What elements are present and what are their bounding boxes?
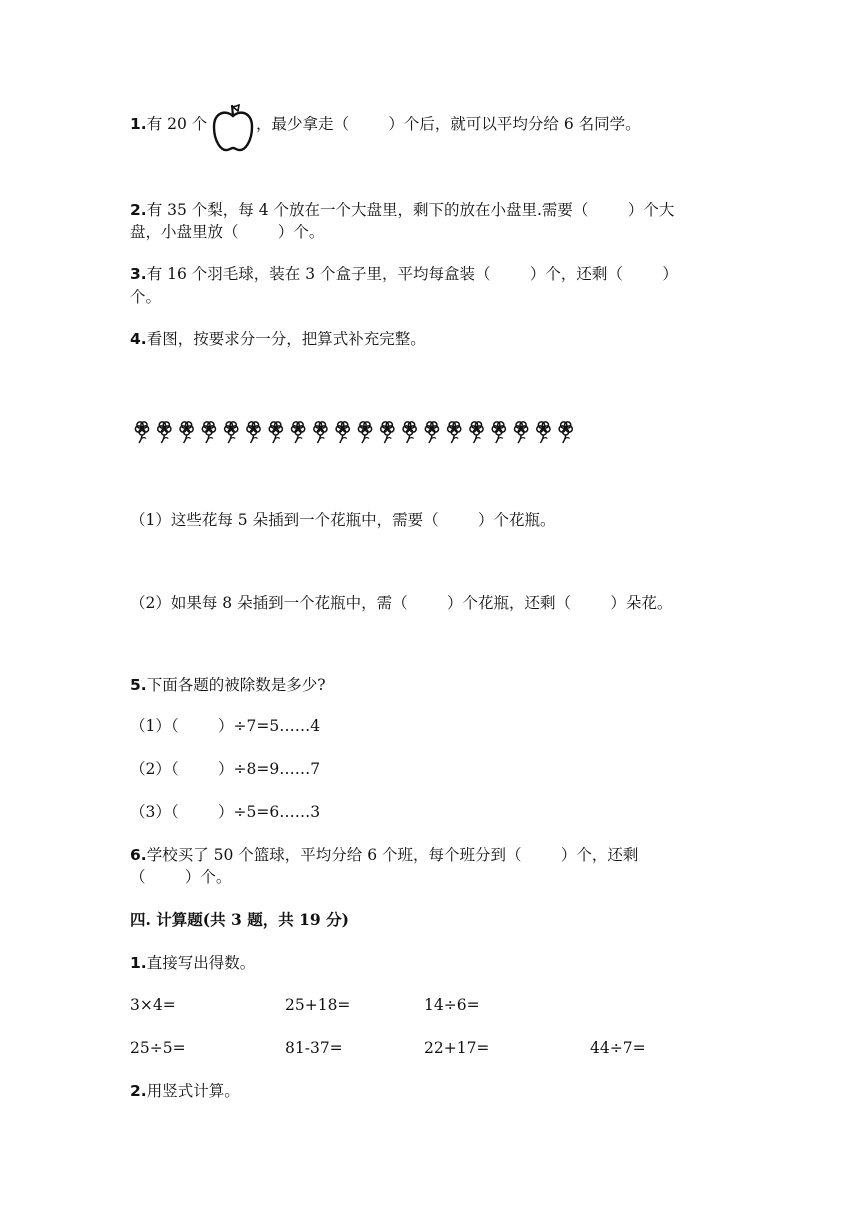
clover-flower-icon xyxy=(470,422,483,443)
calc-expression: 22+17= xyxy=(424,1039,490,1057)
sub-question-2: （2）如果每 8 朵插到一个花瓶中，需（ ）个花瓶，还剩（ ）朵花。 xyxy=(130,594,673,612)
question-text: 看图，按要求分一分，把算式补充完整。 xyxy=(146,330,426,348)
calc-expression: 3×4= xyxy=(130,996,176,1014)
question-text-line2: （ ）个。 xyxy=(130,868,232,886)
clover-flower-icon xyxy=(225,422,238,443)
flower-row xyxy=(130,419,580,445)
question-text: 用竖式计算。 xyxy=(146,1082,240,1100)
clover-flower-icon xyxy=(425,422,438,443)
clover-flower-icon xyxy=(515,422,528,443)
question-text: 学校买了 50 个篮球，平均分给 6 个班，每个班分到（ ）个，还剩 xyxy=(146,846,639,864)
clover-flower-icon xyxy=(381,422,394,443)
question-number: 2. xyxy=(130,1082,147,1100)
division-item-2: （2）（ ）÷8=9……7 xyxy=(130,760,321,778)
apple-icon xyxy=(211,103,255,153)
clover-flower-icon xyxy=(202,422,215,443)
clover-flower-icon xyxy=(448,422,461,443)
calc-expression: 44÷7= xyxy=(590,1039,646,1057)
calc-expression: 81-37= xyxy=(285,1039,343,1057)
clover-flower-icon xyxy=(314,422,327,443)
question-number: 6. xyxy=(130,846,147,864)
question-1 xyxy=(130,114,207,134)
clover-flower-icon xyxy=(537,422,550,443)
clover-flower-icon xyxy=(158,422,171,443)
question-number: 3. xyxy=(130,265,147,283)
question-text: 有 20 个 xyxy=(146,115,208,133)
division-item-3: （3）（ ）÷5=6……3 xyxy=(130,803,321,821)
clover-flower-icon xyxy=(247,422,260,443)
clover-flower-icon xyxy=(180,422,193,443)
question-number: 4. xyxy=(130,330,147,348)
question-text-line2: 个。 xyxy=(130,288,162,306)
clover-flower-icon xyxy=(292,422,305,443)
calc-question-1 xyxy=(130,953,255,973)
question-5 xyxy=(130,675,326,695)
clover-flower-icon xyxy=(135,422,148,443)
clover-flower-icon xyxy=(559,422,572,443)
division-item-1: （1）（ ）÷7=5……4 xyxy=(130,717,321,735)
question-number: 1. xyxy=(130,954,147,972)
calc-question-2 xyxy=(130,1081,240,1101)
clover-flower-icon xyxy=(358,422,371,443)
question-number: 2. xyxy=(130,201,147,219)
calc-expression: 25+18= xyxy=(285,996,351,1014)
question-text-line2: 盘，小盘里放（ ）个。 xyxy=(130,223,325,241)
question-text: 直接写出得数。 xyxy=(146,954,256,972)
question-6 xyxy=(130,845,638,865)
clover-flower-icon xyxy=(403,422,416,443)
question-4 xyxy=(130,329,426,349)
sub-question-1: （1）这些花每 5 朵插到一个花瓶中，需要（ ）个花瓶。 xyxy=(130,511,556,529)
calc-expression: 14÷6= xyxy=(424,996,480,1014)
question-text: 有 16 个羽毛球，装在 3 个盒子里，平均每盒装（ ）个，还剩（ ） xyxy=(146,265,678,283)
clover-flower-icon xyxy=(269,422,282,443)
question-text: 有 35 个梨，每 4 个放在一个大盘里，剩下的放在小盘里.需要（ ）个大 xyxy=(146,201,675,219)
calc-expression: 25÷5= xyxy=(130,1039,186,1057)
clover-flower-icon xyxy=(336,422,349,443)
question-text: 下面各题的被除数是多少? xyxy=(146,676,326,694)
question-2 xyxy=(130,200,674,220)
question-3 xyxy=(130,264,678,284)
question-text-continued: ，最少拿走（ ）个后，就可以平均分给 6 名同学。 xyxy=(256,115,641,133)
section-heading: 四. 计算题(共 3 题，共 19 分) xyxy=(130,910,349,929)
question-number: 1. xyxy=(130,115,147,133)
clover-flower-icon xyxy=(492,422,505,443)
question-number: 5. xyxy=(130,676,147,694)
